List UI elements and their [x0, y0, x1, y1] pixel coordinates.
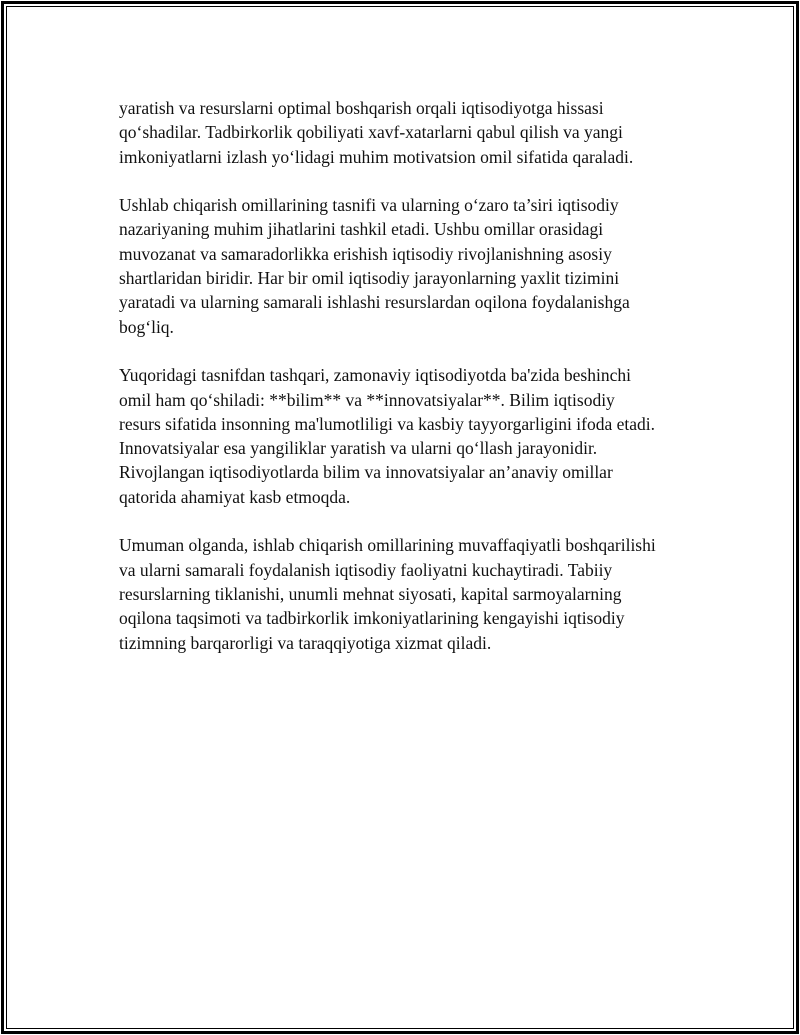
paragraph-2: Ushlab chiqarish omillarining tasnifi va ularning o‘zaro ta’siri iqtisodiy nazariyaning muhim jihatlarini tashkil etadi. Ushbu omillar orasidagi muvozanat va samaradorlikka erishish iqtisodiy rivojlanishning asosiy shartlaridan biridir. Har bir omil iqtisodiy jarayonlarning yaxlit tizimini yaratadi va ularning samarali ishlashi resurslardan oqilona foydalanishga bog‘liq.	[119, 195, 630, 337]
page-border	[3, 3, 797, 1032]
document-body	[119, 96, 719, 679]
paragraph-1: yaratish va resurslarni optimal boshqarish orqali iqtisodiyotga hissasi qo‘shadilar. Tadbirkorlik qobiliyati xavf-xatarlarni qabul qilish va yangi imkoniyatlarni izlash yo‘lidagi muhim motivatsion omil sifatida qaraladi.	[119, 98, 634, 167]
paragraph-3: Yuqoridagi tasnifdan tashqari, zamonaviy iqtisodiyotda ba'zida beshinchi omil ham qo‘shiladi: **bilim** va **innovatsiyalar**. Bilim iqtisodiy resurs sifatida insonning ma'lumotliligi va kasbiy tayyorgarligini ifoda etadi. Innovatsiyalar esa yangiliklar yaratish va ularni qo‘llash jarayonidir. Rivojlangan iqtisodiyotlarda bilim va innovatsiyalar an’anaviy omillar qatorida ahamiyat kasb etmoqda.	[119, 365, 655, 507]
paragraph-4: Umuman olganda, ishlab chiqarish omillarining muvaffaqiyatli boshqarilishi va ularni samarali foydalanish iqtisodiy faoliyatni kuchaytiradi. Tabiiy resurslarning tiklanishi, unumli mehnat siyosati, kapital sarmoyalarning oqilona taqsimoti va tadbirkorlik imkoniyatlarining kengayishi iqtisodiy tizimning barqarorligi va taraqqiyotiga xizmat qiladi.	[119, 535, 656, 653]
